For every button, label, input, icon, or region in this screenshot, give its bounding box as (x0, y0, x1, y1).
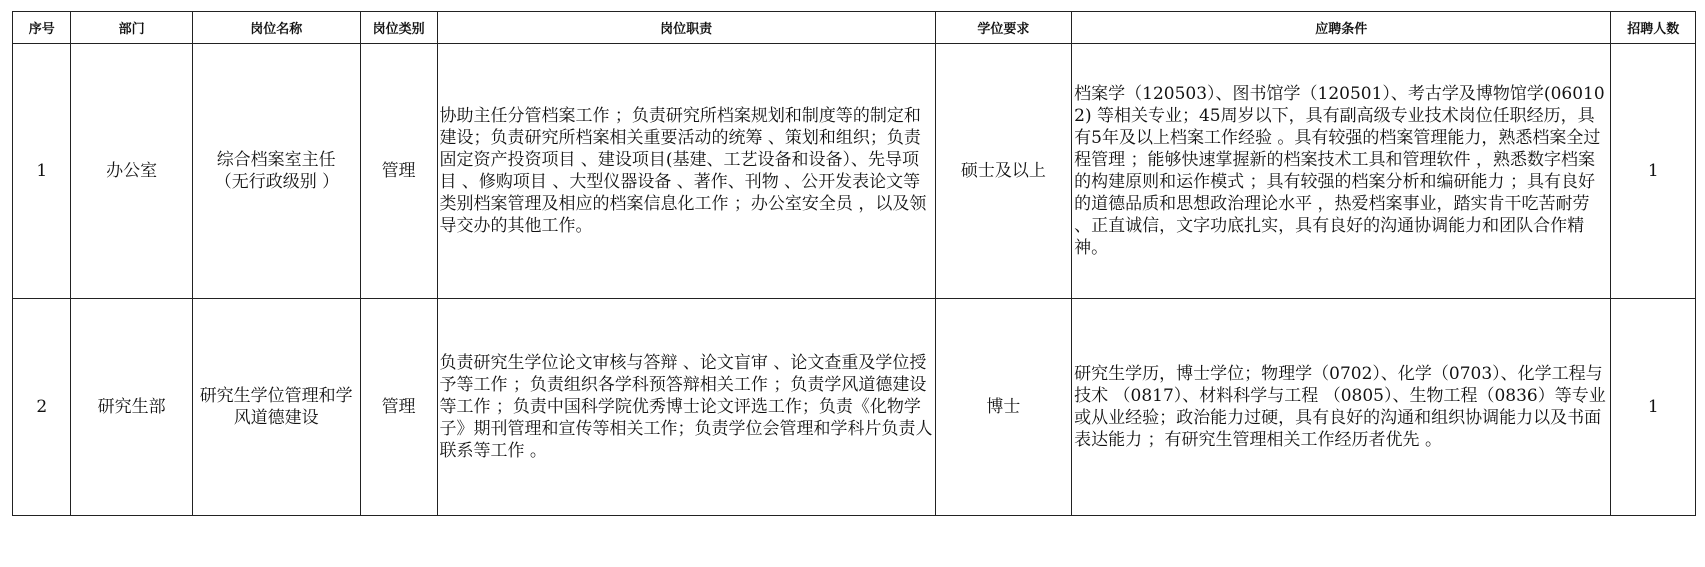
cell-requirements (1072, 44, 1611, 299)
cell-category: 管理 (360, 299, 437, 516)
cell-index: 1 (13, 44, 71, 299)
requirements-text: 研究生学历，博士学位；物理学（0702）、化学（0703）、化学工程与技术 （0817）、材料科学与工程 （0805）、生物工程（0836）等专业或从业经验；政治能力过硬，具有良好的沟通和组织协调能力以及书面表达能力 ；有研究生管理相关工作经历者优先 。 (1074, 364, 1606, 450)
cell-degree: 硕士及以上 (935, 44, 1071, 299)
cell-degree: 博士 (935, 299, 1071, 516)
cell-duties (437, 299, 935, 516)
cell-department: 办公室 (71, 44, 192, 299)
cell-position (192, 44, 360, 299)
duties-text: 负责研究生学位论文审核与答辩 、论文盲审 、论文查重及学位授予等工作 ；负责组织各学科预答辩相关工作 ；负责学风道德建设等工作 ；负责中国科学院优秀博士论文评选工作；负责《化物学子》期刊管理和宣传等相关工作；负责学位会管理和学科片负责人联系等工作 。 (439, 353, 933, 461)
cell-category: 管理 (360, 44, 437, 299)
cell-position (192, 299, 360, 516)
duties-text: 协助主任分管档案工作 ；负责研究所档案规划和制度等的制定和建设；负责研究所档案相关重要活动的统筹 、策划和组织；负责固定资产投资项目 、建设项目(基建、工艺设备和设备）、先导项目 、修购项目 、大型仪器设备 、著作、刊物 、公开发表论文等类别档案管理及相应的档案信息化工作 ；办公室安全员 ，以及领导交办的其他工作。 (439, 106, 927, 236)
header-department: 部门 (71, 12, 192, 44)
cell-count: 1 (1611, 44, 1696, 299)
cell-department: 研究生部 (71, 299, 192, 516)
cell-index: 2 (13, 299, 71, 516)
table-row (13, 299, 1696, 516)
position-text: 研究生学位管理和学风道德建设 (199, 386, 353, 428)
cell-duties (437, 44, 935, 299)
header-category: 岗位类别 (360, 12, 437, 44)
recruitment-table (12, 11, 1696, 516)
requirements-text: 档案学（120503）、图书馆学（120501）、考古学及博物馆学(060102) 等相关专业；45周岁以下，具有副高级专业技术岗位任职经历，具有5年及以上档案工作经验 。具有较强的档案管理能力，熟悉档案全过程管理 ；能够快速掌握新的档案技术工具和管理软件 ，熟悉数字档案的构建原则和运作模式 ；具有较强的档案分析和编研能力 ；具有良好的道德品质和思想政治理论水平 ，热爱档案事业，踏实肯干吃苦耐劳 、正直诚信，文字功底扎实，具有良好的沟通协调能力和团队合作精神。 (1074, 84, 1605, 258)
header-index: 序号 (13, 12, 71, 44)
header-degree: 学位要求 (935, 12, 1071, 44)
header-duties: 岗位职责 (437, 12, 935, 44)
header-requirements: 应聘条件 (1072, 12, 1611, 44)
cell-requirements (1072, 299, 1611, 516)
table-row (13, 44, 1696, 299)
header-count: 招聘人数 (1611, 12, 1696, 44)
position-text: 综合档案室主任（无行政级别 ） (214, 150, 340, 192)
header-position: 岗位名称 (192, 12, 360, 44)
table-header-row (13, 12, 1696, 44)
cell-count: 1 (1611, 299, 1696, 516)
